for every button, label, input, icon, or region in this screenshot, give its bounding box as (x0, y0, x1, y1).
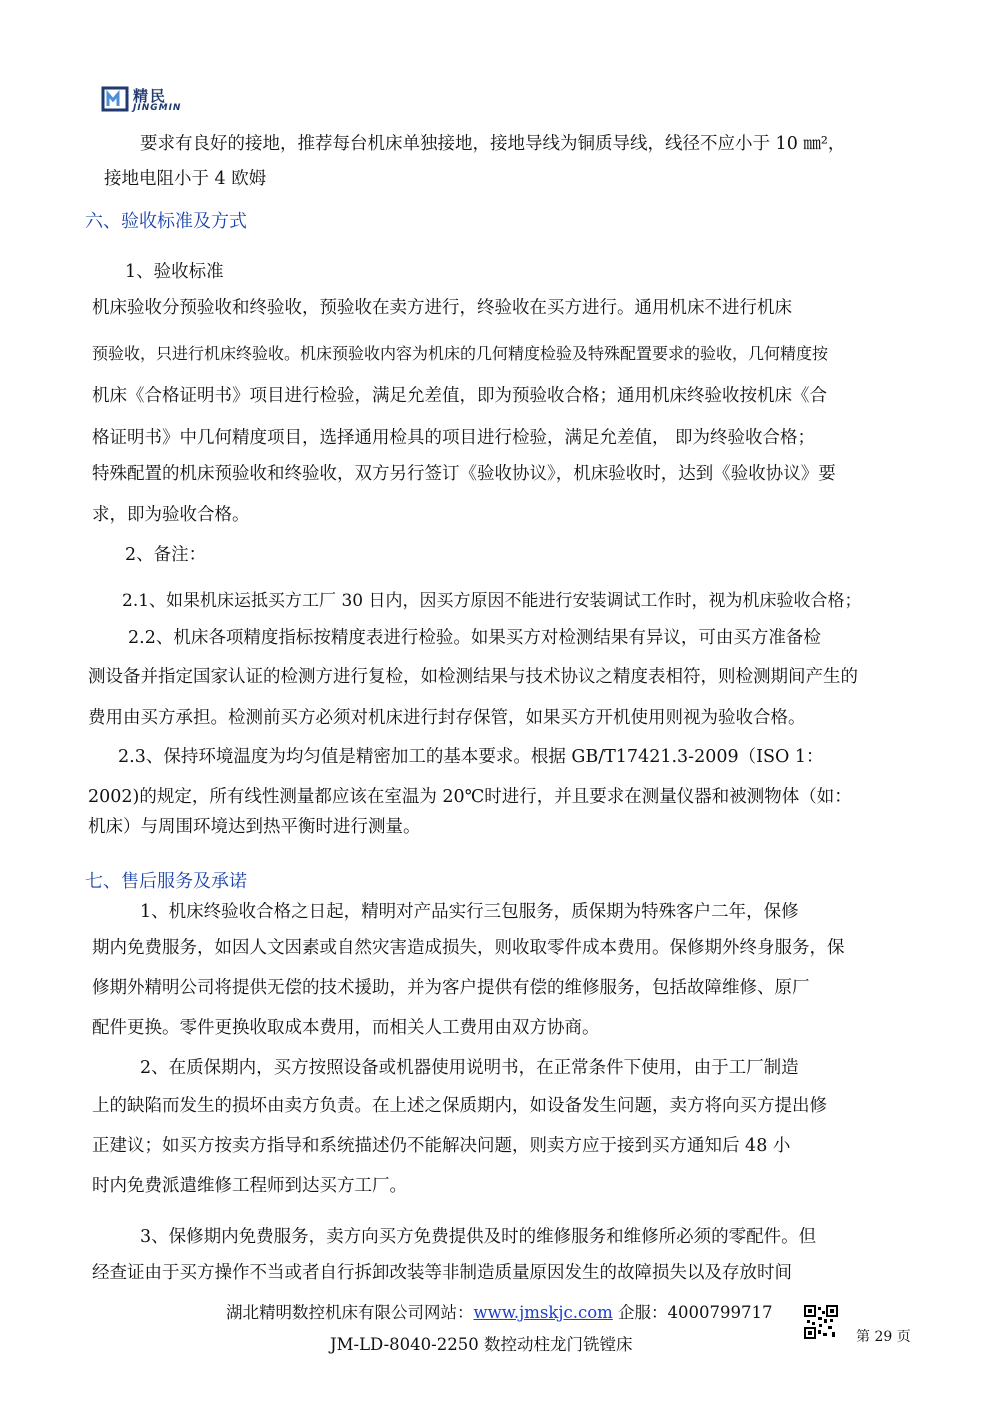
page-number: 第 29 页 (856, 1329, 911, 1345)
logo-mark-icon (101, 84, 131, 114)
body-line: 时内免费派遣维修工程师到达买方工厂。 (92, 1176, 407, 1196)
section-heading: 七、售后服务及承诺 (85, 871, 247, 892)
body-line: 2002)的规定，所有线性测量都应该在室温为 20℃时进行，并且要求在测量仪器和被测物体（如： (88, 787, 852, 807)
footer-model: JM-LD-8040-2250 数控动柱龙门铣镗床 (330, 1335, 633, 1354)
body-line: 预验收，只进行机床终验收。机床预验收内容为机床的几何精度检验及特殊配置要求的验收，几何精度按 (92, 344, 829, 363)
body-line: 上的缺陷而发生的损坏由卖方负责。在上述之保质期内，如设备发生问题，卖方将向买方提出修 (92, 1096, 827, 1116)
subsection-heading: 1、验收标准 (125, 262, 224, 282)
body-line: 2.3、保持环境温度为均匀值是精密加工的基本要求。根据 GB/T17421.3-2009（ISO 1： (118, 747, 824, 767)
body-line: 1、机床终验收合格之日起，精明对产品实行三包服务，质保期为特殊客户二年，保修 (140, 902, 799, 922)
subsection-heading: 2、备注： (125, 545, 207, 565)
body-line: 机床验收分预验收和终验收，预验收在卖方进行，终验收在买方进行。通用机床不进行机床 (92, 298, 792, 318)
section-heading: 六、验收标准及方式 (85, 211, 247, 232)
footer-service-phone: 企服：4000799717 (612, 1303, 773, 1322)
body-line: 配件更换。零件更换收取成本费用，而相关人工费用由双方协商。 (92, 1018, 600, 1038)
company-logo (101, 84, 211, 118)
body-line: 测设备并指定国家认证的检测方进行复检，如检测结果与技术协议之精度表相符，则检测期间产生的 (88, 667, 858, 687)
logo-chinese-text: 精民 (133, 87, 168, 105)
body-line: 期内免费服务，如因人文因素或自然灾害造成损失，则收取零件成本费用。保修期外终身服务，保 (92, 938, 845, 958)
logo-english-text: JINGMIN (133, 103, 182, 113)
qr-code-icon (804, 1305, 838, 1339)
body-line: 费用由买方承担。检测前买方必须对机床进行封存保管，如果买方开机使用则视为验收合格。 (88, 708, 806, 728)
body-line: 2.1、如果机床运抵买方工厂 30 日内，因买方原因不能进行安装调试工作时，视为机床验收合格； (122, 591, 862, 611)
body-line: 求，即为验收合格。 (92, 505, 250, 525)
body-line: 特殊配置的机床预验收和终验收，双方另行签订《验收协议》，机床验收时，达到《验收协议》要 (92, 464, 836, 484)
footer-company: 湖北精明数控机床有限公司网站： (226, 1303, 474, 1322)
body-line: 格证明书》中几何精度项目，选择通用检具的项目进行检验，满足允差值， 即为终验收合格； (92, 428, 816, 448)
footer-company-line (226, 1302, 773, 1324)
body-line: 机床）与周围环境达到热平衡时进行测量。 (88, 817, 421, 837)
body-line: 2、在质保期内，买方按照设备或机器使用说明书，在正常条件下使用，由于工厂制造 (140, 1058, 799, 1078)
footer-website-link[interactable]: www.jmskjc.com (473, 1303, 613, 1322)
body-line: 修期外精明公司将提供无偿的技术援助，并为客户提供有偿的维修服务，包括故障维修、原厂 (92, 978, 810, 998)
body-line: 接地电阻小于 4 欧姆 (104, 169, 267, 189)
body-line: 经查证由于买方操作不当或者自行拆卸改装等非制造质量原因发生的故障损失以及存放时间 (92, 1263, 792, 1283)
body-line: 要求有良好的接地，推荐每台机床单独接地，接地导线为铜质导线，线径不应小于 10 ㎜²， (140, 134, 846, 154)
body-line: 3、保修期内免费服务，卖方向买方免费提供及时的维修服务和维修所必须的零配件。但 (140, 1227, 817, 1247)
body-line: 2.2、机床各项精度指标按精度表进行检验。如果买方对检测结果有异议，可由买方准备检 (128, 628, 821, 648)
body-line: 正建议；如买方按卖方指导和系统描述仍不能解决问题，则卖方应于接到买方通知后 48 小 (92, 1136, 791, 1156)
body-line: 机床《合格证明书》项目进行检验，满足允差值，即为预验收合格；通用机床终验收按机床《合 (92, 386, 827, 406)
